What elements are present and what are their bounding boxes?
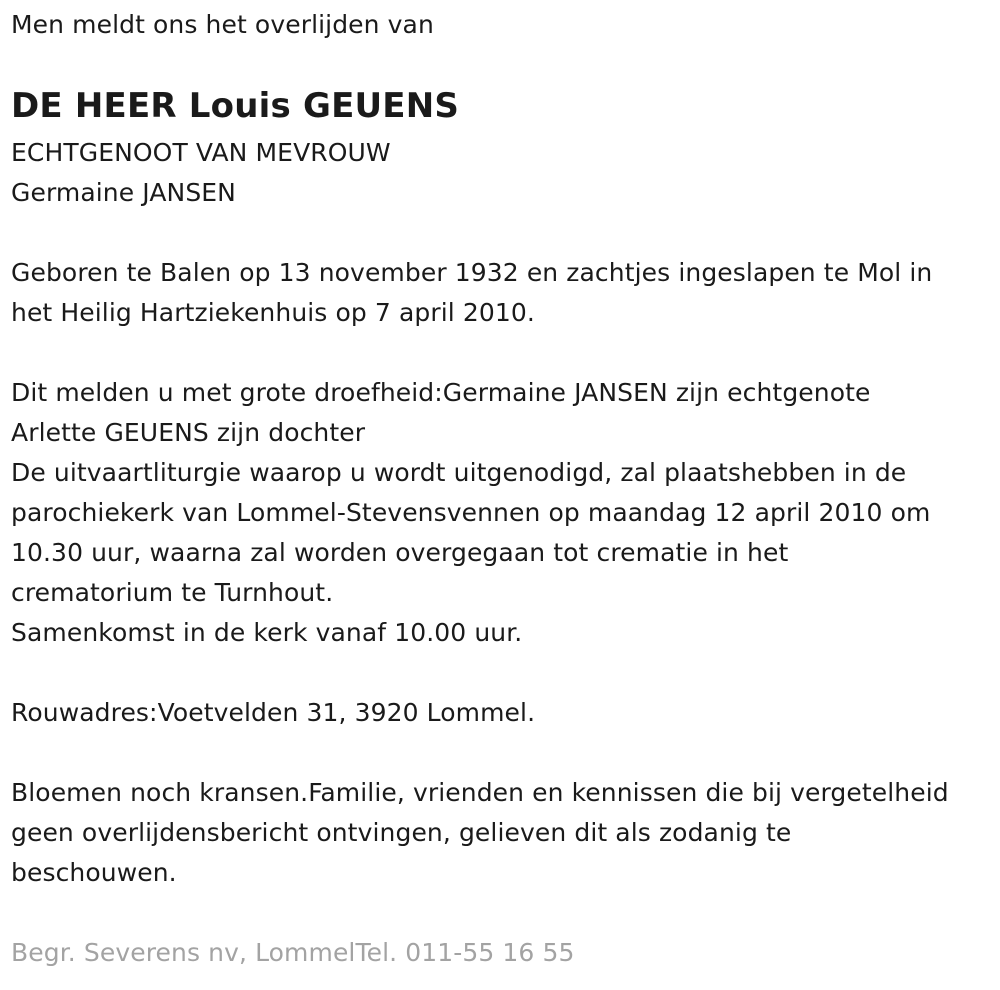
text-line: Bloemen noch kransen.Familie, vrienden en kennissen die bij vergetelheid (11, 778, 949, 807)
text-line: Rouwadres:Voetvelden 31, 3920 Lommel. (11, 698, 536, 727)
funeral-home-footer: Begr. Severens nv, LommelTel. 011-55 16 55 (11, 938, 575, 967)
text-line: Geboren te Balen op 13 november 1932 en zachtjes ingeslapen te Mol in (11, 258, 933, 287)
text-line: Arlette GEUENS zijn dochter (11, 418, 366, 447)
text-line: crematorium te Turnhout. (11, 578, 334, 607)
family-paragraph (11, 373, 930, 653)
text-line: het Heilig Hartziekenhuis op 7 april 2010. (11, 298, 535, 327)
spouse-block (11, 133, 391, 213)
birth-paragraph (11, 253, 932, 333)
text-line: 10.30 uur, waarna zal worden overgegaan tot crematie in het (11, 538, 789, 567)
mourning-address (11, 693, 535, 733)
text-line: beschouwen. (11, 858, 177, 887)
text-line: geen overlijdensbericht ontvingen, gelieven dit als zodanig te (11, 818, 792, 847)
text-line: parochiekerk van Lommel-Stevensvennen op maandag 12 april 2010 om (11, 498, 931, 527)
text-line: Samenkomst in de kerk vanaf 10.00 uur. (11, 618, 523, 647)
text-line: De uitvaartliturgie waarop u wordt uitgenodigd, zal plaatshebben in de (11, 458, 907, 487)
spouse-name: Germaine JANSEN (11, 178, 236, 207)
deceased-name: DE HEER Louis GEUENS (11, 86, 460, 126)
intro-text: Men meldt ons het overlijden van (11, 10, 434, 39)
flowers-paragraph (11, 773, 949, 893)
spouse-line: ECHTGENOOT VAN MEVROUW (11, 138, 391, 167)
text-line: Dit melden u met grote droefheid:Germaine JANSEN zijn echtgenote (11, 378, 871, 407)
